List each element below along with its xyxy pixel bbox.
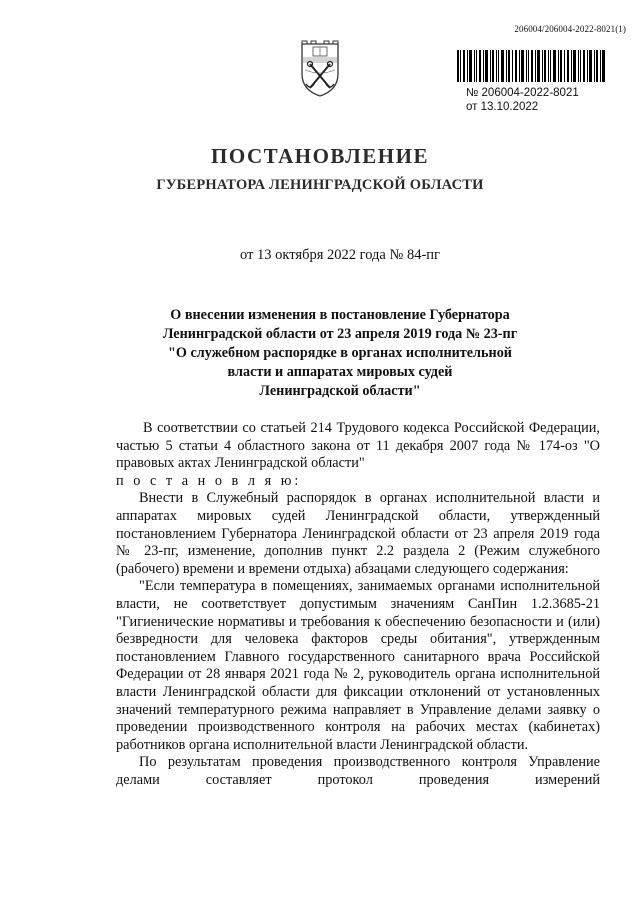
decree-heading <box>120 306 560 401</box>
heading-line: власти и аппаратах мировых судей <box>227 364 453 380</box>
heading-line: О внесении изменения в постановление Губернатора <box>170 307 510 323</box>
coat-of-arms-icon <box>299 40 341 98</box>
decree-date-number: от 13 октября 2022 года № 84-пг <box>240 247 440 263</box>
registration-number: № 206004-2022-8021 <box>466 87 579 99</box>
heading-line: Ленинградской области от 23 апреля 2019 года № 23-пг <box>162 326 518 342</box>
decree-word: п о с т а н о в л я ю: <box>116 472 302 489</box>
document-id: 206004/206004-2022-8021(1) <box>514 24 626 34</box>
document-title: ПОСТАНОВЛЕНИЕ <box>211 144 429 168</box>
paragraph-quoted-text: "Если температура в помещениях, занимаемых органами исполнительной власти, не соответствует допустимым значениям СанПин 1.2.3685-21 "Гигиенические нормативы и требования к обеспечению безопасности и (или) безвредности для человека факторов среды обитания", утвержденным постановлением Главного государственного санитарного врача Российской Федерации от 28 января 2021 года № 2, руководитель органа исполнительной власти Ленинградской области для фиксации отклонений от установленных значений температурного режима направляет в Управление делами заявку о проведении производственного контроля на рабочих местах (кабинетах) работников органа исполнительной власти Ленинградской области. <box>116 578 600 753</box>
document-subtitle: ГУБЕРНАТОРА ЛЕНИНГРАДСКОЙ ОБЛАСТИ <box>156 177 484 193</box>
registration-date: от 13.10.2022 <box>466 101 539 113</box>
heading-line: "О служебном распорядке в органах исполнительной <box>168 345 512 361</box>
paragraph-amendment: Внести в Служебный распорядок в органах исполнительной власти и аппаратах мировых судей Ленинградской области, утвержденный постановлением Губернатора Ленинградской области от 23 апреля 2019 года № 23-пг, изменение, дополнив пункт 2.2 раздела 2 (Режим служебного (рабочего) времени и времени отдыха) абзацами следующего содержания: <box>116 490 600 577</box>
registration-block <box>466 86 579 114</box>
document-body <box>116 420 600 789</box>
paragraph-results: По результатам проведения производственного контроля Управление делами составляет протокол проведения измерений <box>116 754 600 788</box>
paragraph-preamble: В соответствии со статьей 214 Трудового кодекса Российской Федерации, частью 5 статьи 4 областного закона от 11 декабря 2007 года № 174-оз "О правовых актах Ленинградской области" <box>116 420 600 472</box>
barcode-icon <box>457 50 605 82</box>
heading-line: Ленинградской области" <box>259 383 421 399</box>
